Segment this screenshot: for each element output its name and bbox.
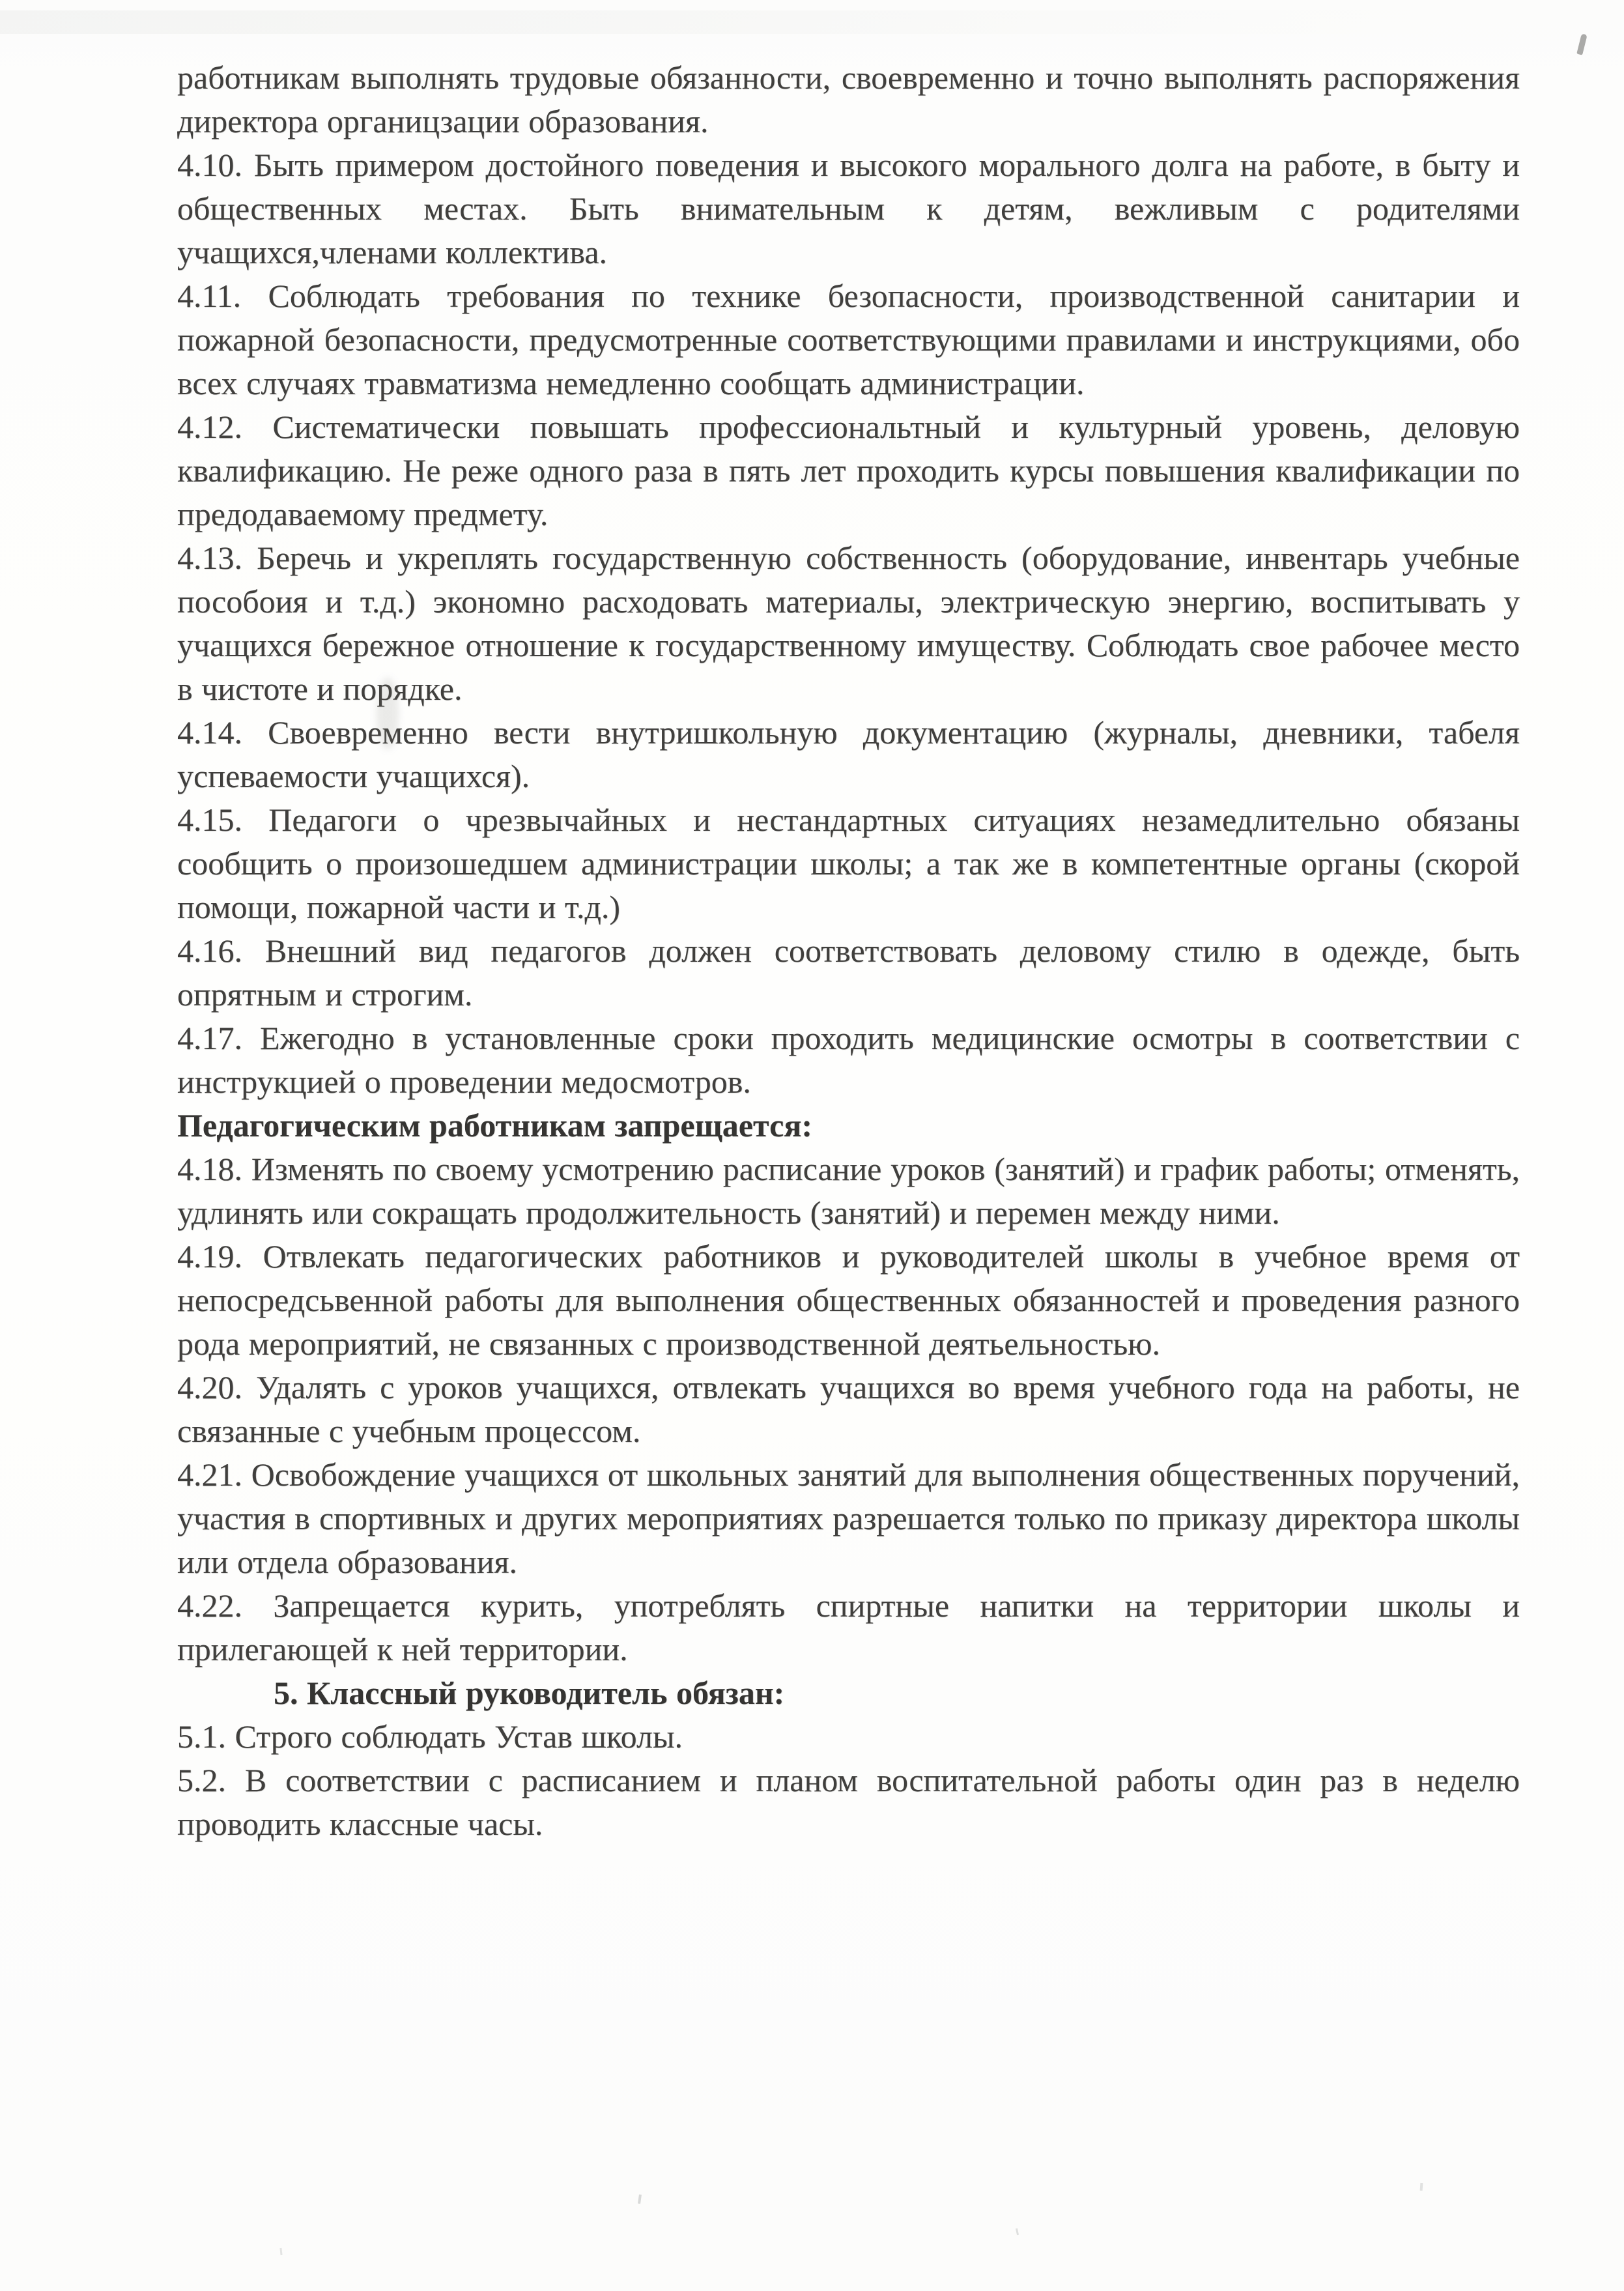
item-4-18: 4.18. Изменять по своему усмотрению расписание уроков (занятий) и график работы; отменять, удлинять или сокращать продолжительность (занятий) и перемен между ними. (177, 1151, 1520, 1231)
item-4-14: 4.14. Своевременно вести внутришкольную документацию (журналы, дневники, табеля успеваемости учащихся). (177, 714, 1520, 794)
item-4-15: 4.15. Педагоги о чрезвычайных и нестандартных ситуациях незамедлительно обязаны сообщить о произошедшем администрации школы; а так же в компетентные органы (скорой помощи, пожарной части и т.д.) (177, 801, 1520, 925)
item-4-11: 4.11. Соблюдать требования по технике безопасности, производственной санитарии и пожарной безопасности, предусмотренные соответствующими правилами и инструкциями, обо всех случаях травматизма немедленно сообщать администрации. (177, 278, 1520, 401)
item-5-1: 5.1. Строго соблюдать Устав школы. (177, 1718, 683, 1755)
item-4-17: 4.17. Ежегодно в установленные сроки проходить медицинские осмотры в соответствии с инструкцией о проведении медосмотров. (177, 1020, 1520, 1100)
item-5-2: 5.2. В соответствии с расписанием и планом воспитательной работы один раз в неделю проводить классные часы. (177, 1762, 1520, 1842)
scan-artifact-speck (1016, 2228, 1019, 2235)
item-4-13: 4.13. Беречь и укреплять государственную собственность (оборудование, инвентарь учебные пособоия и т.д.) экономно расходовать материалы, электрическую энергию, воспитывать у учащихся бережное отношение к государственному имуществу. Соблюдать свое рабочее место в чистоте и порядке. (177, 540, 1520, 707)
paragraph-continuation: работникам выполнять трудовые обязанности, своевременно и точно выполнять распоряжения директора органицзации образования. (177, 59, 1520, 139)
item-4-16: 4.16. Внешний вид педагогов должен соответствовать деловому стилю в одежде, быть опрятным и строгим. (177, 932, 1520, 1013)
section-heading-prohibited: Педагогическим работникам запрещается: (177, 1107, 813, 1144)
item-4-20: 4.20. Удалять с уроков учащихся, отвлекать учащихся во время учебного года на работы, не связанные с учебным процессом. (177, 1369, 1520, 1449)
item-4-22: 4.22. Запрещается курить, употреблять спиртные напитки на территории школы и прилегающей к ней территории. (177, 1587, 1520, 1667)
item-4-10: 4.10. Быть примером достойного поведения и высокого морального долга на работе, в быту и общественных местах. Быть внимательным к детям, вежливым с родителями учащихся,членами коллектива. (177, 147, 1520, 270)
item-4-12: 4.12. Систематически повышать профессиональтный и культурный уровень, деловую квалификацию. Не реже одного раза в пять лет проходить курсы повышения квалификации по предодаваемому предмету. (177, 409, 1520, 532)
scan-artifact-speck (638, 2195, 642, 2204)
item-4-21: 4.21. Освобождение учащихся от школьных занятий для выполнения общественных поручений, участия в спортивных и других мероприятиях разрешается только по приказу директора школы или отдела образования. (177, 1456, 1520, 1580)
section-heading-5: 5. Классный руководитель обязан: (274, 1675, 785, 1711)
item-4-19: 4.19. Отвлекать педагогических работников и руководителей школы в учебное время от непосредсьвенной работы для выполнения общественных обязанностей и проведения разного рода мероприятий, не связанных с производственной деятьельностью. (177, 1238, 1520, 1362)
scan-artifact-speck (1420, 2183, 1423, 2191)
scan-artifact-speck (279, 2248, 282, 2255)
